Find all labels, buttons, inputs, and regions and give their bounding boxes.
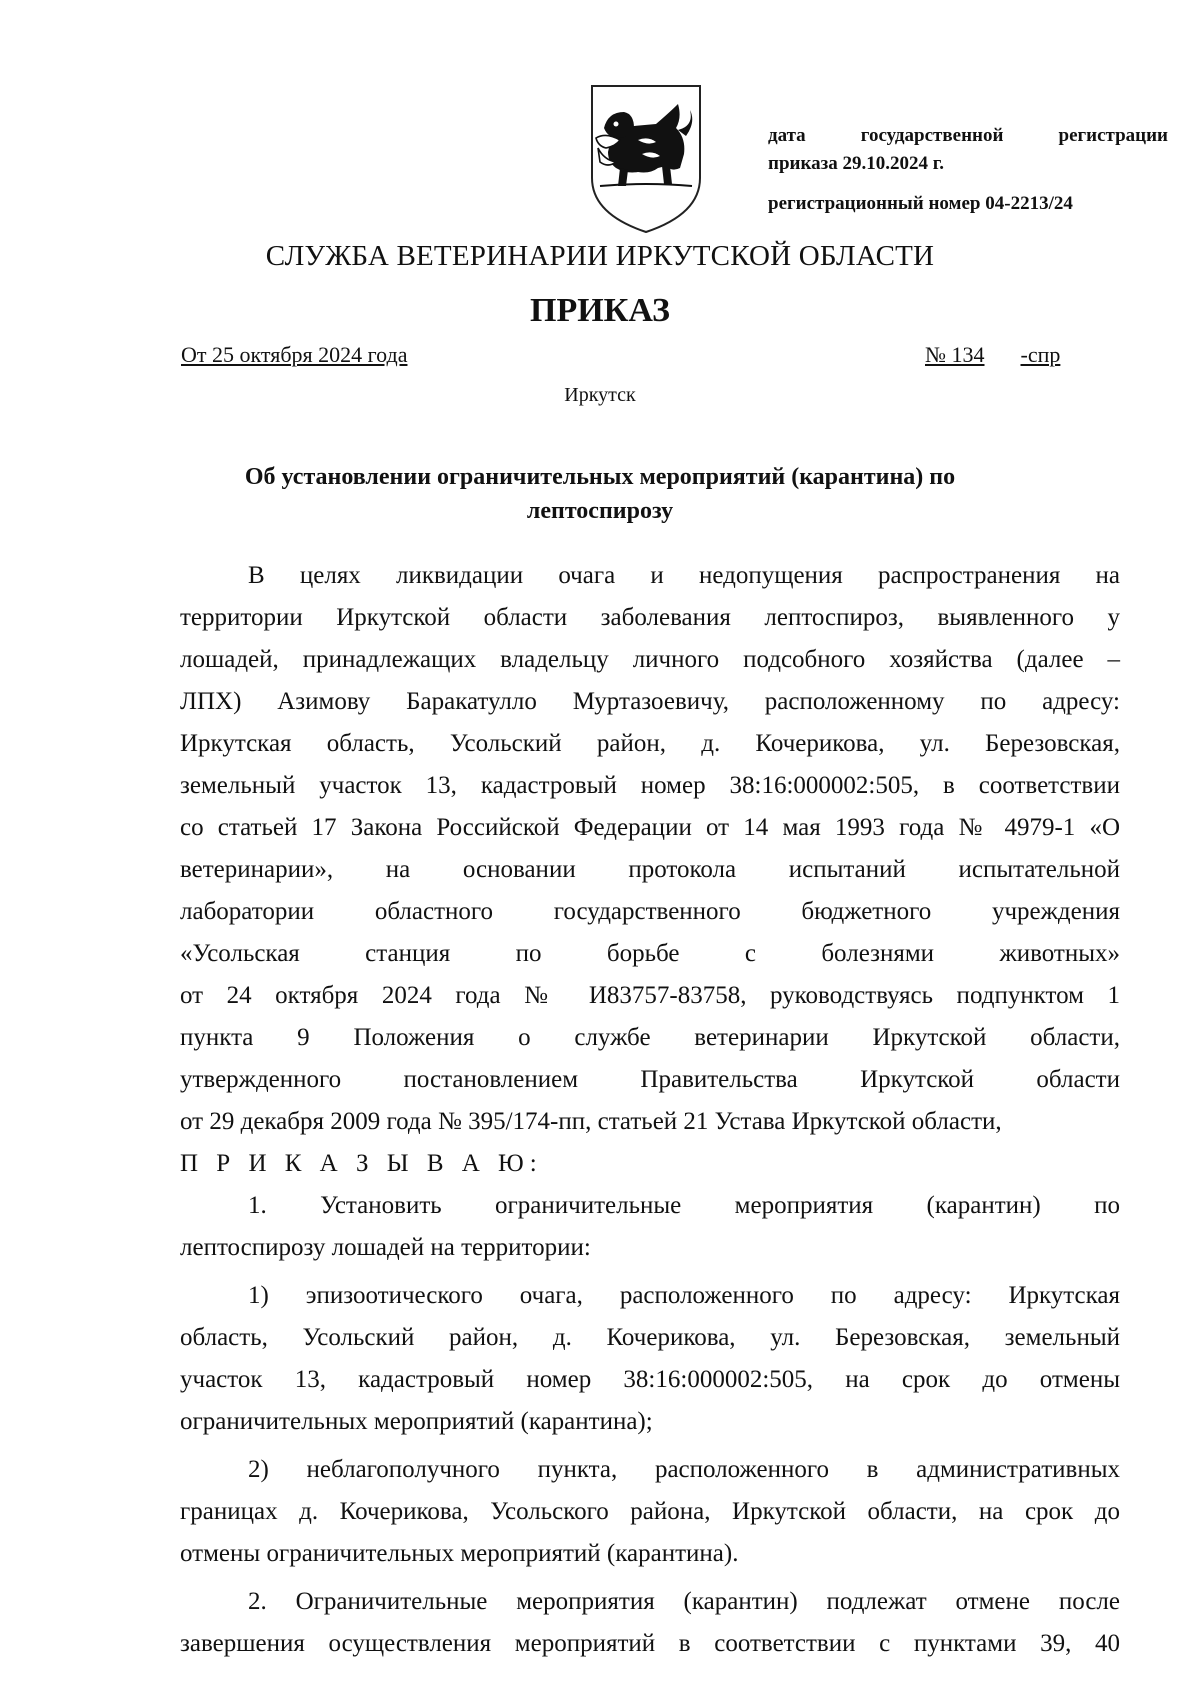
- item-2-line: завершения осуществления мероприятий в соответствии с пунктами 39, 40: [180, 1630, 1120, 1657]
- registration-date: приказа 29.10.2024 г.: [768, 153, 944, 174]
- order-date: От 25 октября 2024 года: [181, 342, 408, 367]
- body-line: ЛПХ) Азимову Баракатулло Муртазоевичу, расположенному по адресу:: [180, 688, 1120, 715]
- coat-of-arms: [586, 82, 706, 234]
- item-1-1-line: область, Усольский район, д. Кочерикова, ул. Березовская, земельный: [180, 1324, 1120, 1351]
- city: Иркутск: [564, 384, 636, 406]
- item-1-2-line: отмены ограничительных мероприятий (карантина).: [180, 1540, 739, 1567]
- order-number-value: № 134: [925, 342, 985, 367]
- document-type: ПРИКАЗ: [530, 292, 670, 329]
- order-directive: П Р И К А З Ы В А Ю:: [180, 1150, 543, 1177]
- item-1-1-line: участок 13, кадастровый номер 38:16:000002:505, на срок до отмены: [180, 1366, 1120, 1393]
- order-subject: [200, 460, 1000, 528]
- item-1-1-line: ограничительных мероприятий (карантина);: [180, 1408, 653, 1435]
- agency-name: СЛУЖБА ВЕТЕРИНАРИИ ИРКУТСКОЙ ОБЛАСТИ: [265, 240, 935, 272]
- registration-block: [768, 122, 1168, 218]
- body-line: пункта 9 Положения о службе ветеринарии Иркутской области,: [180, 1024, 1120, 1051]
- order-body: [180, 555, 1120, 1665]
- order-number: [925, 342, 1060, 368]
- subject-line: лептоспирозу: [526, 498, 674, 524]
- body-line: Иркутская область, Усольский район, д. Кочерикова, ул. Березовская,: [180, 730, 1120, 757]
- body-line: ветеринарии», на основании протокола испытаний испытательной: [180, 856, 1120, 883]
- body-line: территории Иркутской области заболевания лептоспироз, выявленного у: [180, 604, 1120, 631]
- item-2-line: 2. Ограничительные мероприятия (карантин) подлежат отмене после: [248, 1588, 1120, 1615]
- body-line: от 29 декабря 2009 года № 395/174-пп, статьей 21 Устава Иркутской области,: [180, 1108, 1002, 1135]
- body-line: утвержденного постановлением Правительства Иркутской области: [180, 1066, 1120, 1093]
- body-line: В целях ликвидации очага и недопущения распространения на: [248, 562, 1120, 589]
- item-1-2-line: 2) неблагополучного пункта, расположенного в административных: [248, 1456, 1120, 1483]
- irkutsk-coat-of-arms-icon: [586, 82, 706, 234]
- item-1-line: 1. Установить ограничительные мероприятия (карантин) по: [248, 1192, 1120, 1219]
- body-line: лошадей, принадлежащих владельцу личного подсобного хозяйства (далее –: [180, 646, 1120, 673]
- item-1-2-line: границах д. Кочерикова, Усольского района, Иркутской области, на срок до: [180, 1498, 1120, 1525]
- body-line: со статьей 17 Закона Российской Федерации от 14 мая 1993 года № 4979-1 «О: [180, 814, 1120, 841]
- item-1-line: лептоспирозу лошадей на территории:: [180, 1234, 591, 1261]
- order-number-suffix: -спр: [1020, 342, 1061, 367]
- body-line: земельный участок 13, кадастровый номер 38:16:000002:505, в соответствии: [180, 772, 1120, 799]
- subject-line: Об установлении ограничительных мероприятий (карантина) по: [244, 464, 956, 490]
- body-line: от 24 октября 2024 года № И83757-83758, руководствуясь подпунктом 1: [180, 982, 1120, 1009]
- item-1-1-line: 1) эпизоотического очага, расположенного по адресу: Иркутская: [248, 1282, 1120, 1309]
- registration-number: регистрационный номер 04-2213/24: [768, 193, 1073, 214]
- body-line: «Усольская станция по борьбе с болезнями животных»: [180, 940, 1120, 967]
- body-line: лаборатории областного государственного бюджетного учреждения: [180, 898, 1120, 925]
- registration-label: дата государственной регистрации: [768, 125, 1168, 146]
